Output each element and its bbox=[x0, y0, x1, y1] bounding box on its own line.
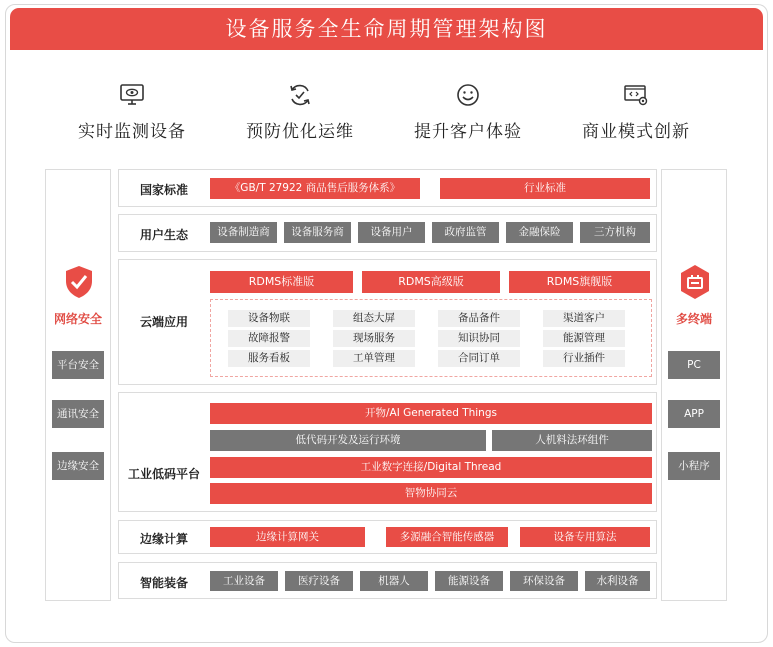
module-item: 服务看板 bbox=[228, 350, 310, 367]
layer-label: 云端应用 bbox=[139, 315, 188, 329]
module-item: 故障报警 bbox=[228, 330, 310, 347]
edge-item: 边缘计算网关 bbox=[210, 527, 365, 547]
goal-label: 提升客户体验 bbox=[414, 122, 522, 142]
diagram-title: 设备服务全生命周期管理架构图 bbox=[10, 8, 763, 50]
layer-label: 工业低码平台 bbox=[127, 467, 200, 481]
equipment-item: 工业设备 bbox=[210, 571, 278, 591]
smile-icon bbox=[455, 82, 481, 108]
module-item: 备品备件 bbox=[438, 310, 520, 327]
edge-security-item: 边缘安全 bbox=[52, 452, 104, 480]
platform-security-item: 平台安全 bbox=[52, 351, 104, 379]
equipment-item: 机器人 bbox=[360, 571, 428, 591]
ai-generated-things-box: 开物/AI Generated Things bbox=[210, 403, 652, 424]
layer-label: 边缘计算 bbox=[139, 532, 188, 546]
app-item: APP bbox=[668, 400, 720, 428]
edge-item: 多源融合智能传感器 bbox=[386, 527, 508, 547]
screen-gear-icon bbox=[623, 82, 649, 108]
industry-standard-box: 行业标准 bbox=[440, 178, 650, 199]
hmmme-components-box: 人机料法环组件 bbox=[492, 430, 652, 451]
rdms-standard-box: RDMS标准版 bbox=[210, 271, 353, 293]
goal-preventive-maintenance bbox=[210, 82, 390, 142]
smart-collab-cloud-box: 智物协同云 bbox=[210, 483, 652, 504]
goal-business-innovation bbox=[546, 82, 726, 142]
low-code-env-box: 低代码开发及运行环境 bbox=[210, 430, 486, 451]
ecosystem-item: 设备服务商 bbox=[284, 222, 351, 243]
multi-terminal-panel bbox=[661, 169, 727, 601]
layer-label: 用户生态 bbox=[139, 228, 188, 242]
ecosystem-item: 设备制造商 bbox=[210, 222, 277, 243]
network-security-panel bbox=[45, 169, 111, 601]
monitor-eye-icon bbox=[119, 82, 145, 108]
ecosystem-item: 政府监管 bbox=[432, 222, 499, 243]
module-item: 现场服务 bbox=[333, 330, 415, 347]
module-item: 知识协同 bbox=[438, 330, 520, 347]
goal-customer-experience bbox=[378, 82, 558, 142]
multi-terminal-title: 多终端 bbox=[675, 312, 712, 326]
layer-label: 智能装备 bbox=[139, 576, 188, 590]
goal-label: 实时监测设备 bbox=[78, 122, 186, 142]
terminal-hex-icon bbox=[679, 264, 711, 300]
digital-thread-box: 工业数字连接/Digital Thread bbox=[210, 457, 652, 478]
layer-label: 国家标准 bbox=[139, 183, 188, 197]
equipment-item: 环保设备 bbox=[510, 571, 578, 591]
module-item: 渠道客户 bbox=[543, 310, 625, 327]
rdms-flagship-box: RDMS旗舰版 bbox=[509, 271, 650, 293]
module-item: 行业插件 bbox=[543, 350, 625, 367]
goal-label: 预防优化运维 bbox=[246, 122, 354, 142]
pc-item: PC bbox=[668, 351, 720, 379]
goal-realtime-monitoring bbox=[42, 82, 222, 142]
module-item: 设备物联 bbox=[228, 310, 310, 327]
module-item: 组态大屏 bbox=[333, 310, 415, 327]
gbt-standard-box: 《GB/T 27922 商品售后服务体系》 bbox=[210, 178, 420, 199]
goal-label: 商业模式创新 bbox=[582, 122, 690, 142]
module-item: 合同订单 bbox=[438, 350, 520, 367]
equipment-item: 医疗设备 bbox=[285, 571, 353, 591]
rdms-advanced-box: RDMS高级版 bbox=[362, 271, 500, 293]
shield-check-icon bbox=[63, 264, 95, 300]
edge-item: 设备专用算法 bbox=[520, 527, 650, 547]
ecosystem-item: 金融保险 bbox=[506, 222, 573, 243]
equipment-item: 能源设备 bbox=[435, 571, 503, 591]
module-item: 工单管理 bbox=[333, 350, 415, 367]
network-security-title: 网络安全 bbox=[53, 312, 102, 326]
ecosystem-item: 设备用户 bbox=[358, 222, 425, 243]
refresh-check-icon bbox=[287, 82, 313, 108]
module-item: 能源管理 bbox=[543, 330, 625, 347]
mini-program-item: 小程序 bbox=[668, 452, 720, 480]
ecosystem-item: 三方机构 bbox=[580, 222, 650, 243]
communication-security-item: 通讯安全 bbox=[52, 400, 104, 428]
equipment-item: 水利设备 bbox=[585, 571, 650, 591]
